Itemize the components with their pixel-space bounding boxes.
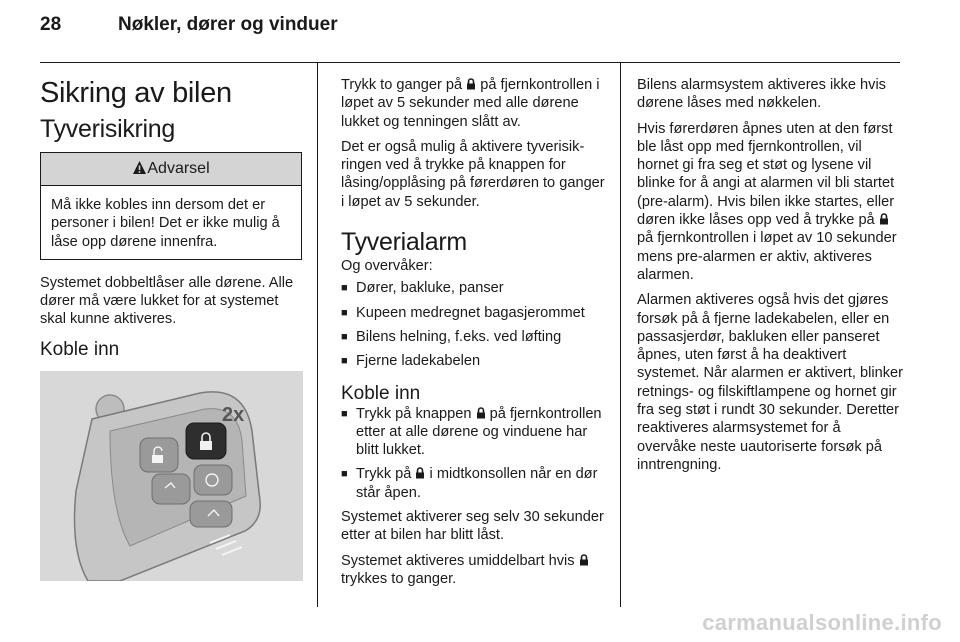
list-item: ■ Trykk på i midtkonsollen når en dør står åpen. (341, 465, 607, 502)
paragraph: Bilens alarmsystem aktiveres ikke hvis dørene låses med nøkkelen. (637, 77, 886, 112)
column-1 (40, 76, 302, 581)
press-twice-label: 2x (222, 403, 245, 426)
list-item: ■ Kupeen medregnet bagasjerommet (341, 304, 607, 322)
warning-text: Må ikke kobles inn dersom det er personer i bilen! Det er ikke mulig å låse opp dørene innenfra. (51, 197, 280, 250)
lock-icon (879, 213, 889, 225)
column-divider-2 (620, 62, 621, 607)
lock-icon (579, 554, 589, 566)
list-item: ■ Fjerne ladekabelen (341, 352, 607, 370)
page-number: 28 (40, 14, 62, 35)
subheading-koble-inn: Koble inn (341, 382, 421, 404)
lock-icon (476, 407, 486, 419)
lock-icon (466, 78, 476, 90)
monitor-list (341, 279, 607, 370)
steps-list (341, 405, 607, 502)
paragraph: Systemet aktiverer seg selv 30 sekunder etter at bilen har blitt låst. (341, 509, 604, 544)
warning-header (41, 153, 301, 186)
section-heading: Sikring av bilen (40, 77, 232, 109)
paragraph: Alarmen aktiveres også hvis det gjøres forsøk på å fjerne ladekabelen, eller en passasjerdør, bakluken eller panseret åpnes, uten først å ha deaktivert systemet. Når alarmen er aktivert, blinker retnings- og filskiftlampene og hornet gir fra seg støt i rundt 30 sekunder. Deretter reaktiveres alarmsystemet for å overvåke neste uautoriserte forsøk på inntrengning. (637, 292, 904, 473)
list-item: ■ Trykk på knappen på fjernkontrollen etter at alle dørene og vinduene har blitt lukket. (341, 405, 607, 460)
watermark: carmanualsonline.info (702, 610, 942, 635)
list-item: ■ Bilens helning, f.eks. ved løfting (341, 328, 607, 346)
warning-icon (132, 160, 147, 175)
header-rule (40, 62, 900, 63)
column-divider-1 (317, 62, 318, 607)
subsection-heading: Tyverisikring (40, 115, 176, 143)
paragraph: Det er også mulig å aktivere tyverisikringen ved å trykke på knappen for låsing/opplåsing på førerdøren to ganger i løpet av 5 sekunder. (341, 138, 605, 210)
subsection-heading: Tyverialarm (341, 228, 467, 257)
warning-title: Advarsel (147, 160, 210, 177)
paragraph: Systemet dobbeltlåser alle dørene. Alle dører må være lukket for at systemet skal kunne aktiveres. (40, 274, 294, 328)
paragraph: Trykk to ganger på på fjernkontrollen i løpet av 5 sekunder med alle dørene lukket og tenningen slått av. (341, 77, 600, 130)
paragraph: Systemet aktiveres umiddelbart hvis trykkes to ganger. (341, 552, 607, 589)
key-fob-illustration (40, 371, 303, 581)
chapter-title: Nøkler, dører og vinduer (118, 14, 338, 35)
list-item: ■ Dører, bakluke, panser (341, 279, 607, 297)
column-3 (637, 76, 903, 481)
paragraph: Og overvåker: (341, 258, 433, 275)
subheading-koble-inn: Koble inn (40, 338, 120, 360)
lock-icon (415, 467, 425, 479)
paragraph: Hvis førerdøren åpnes uten at den først ble låst opp med fjernkontrollen, vil hornet gi fra seg et støt og lysene vil blinke for å angi at alarmen vil bli startet (pre-alarm). Hvis bilen ikke startes, eller døren ikke låses opp ved å trykke på på fjernkontrollen i løpet av 10 sekunder mens pre-alarmen er aktiv, aktiveres alarmen. (637, 120, 897, 283)
warning-box (40, 152, 302, 260)
column-2 (341, 76, 607, 595)
